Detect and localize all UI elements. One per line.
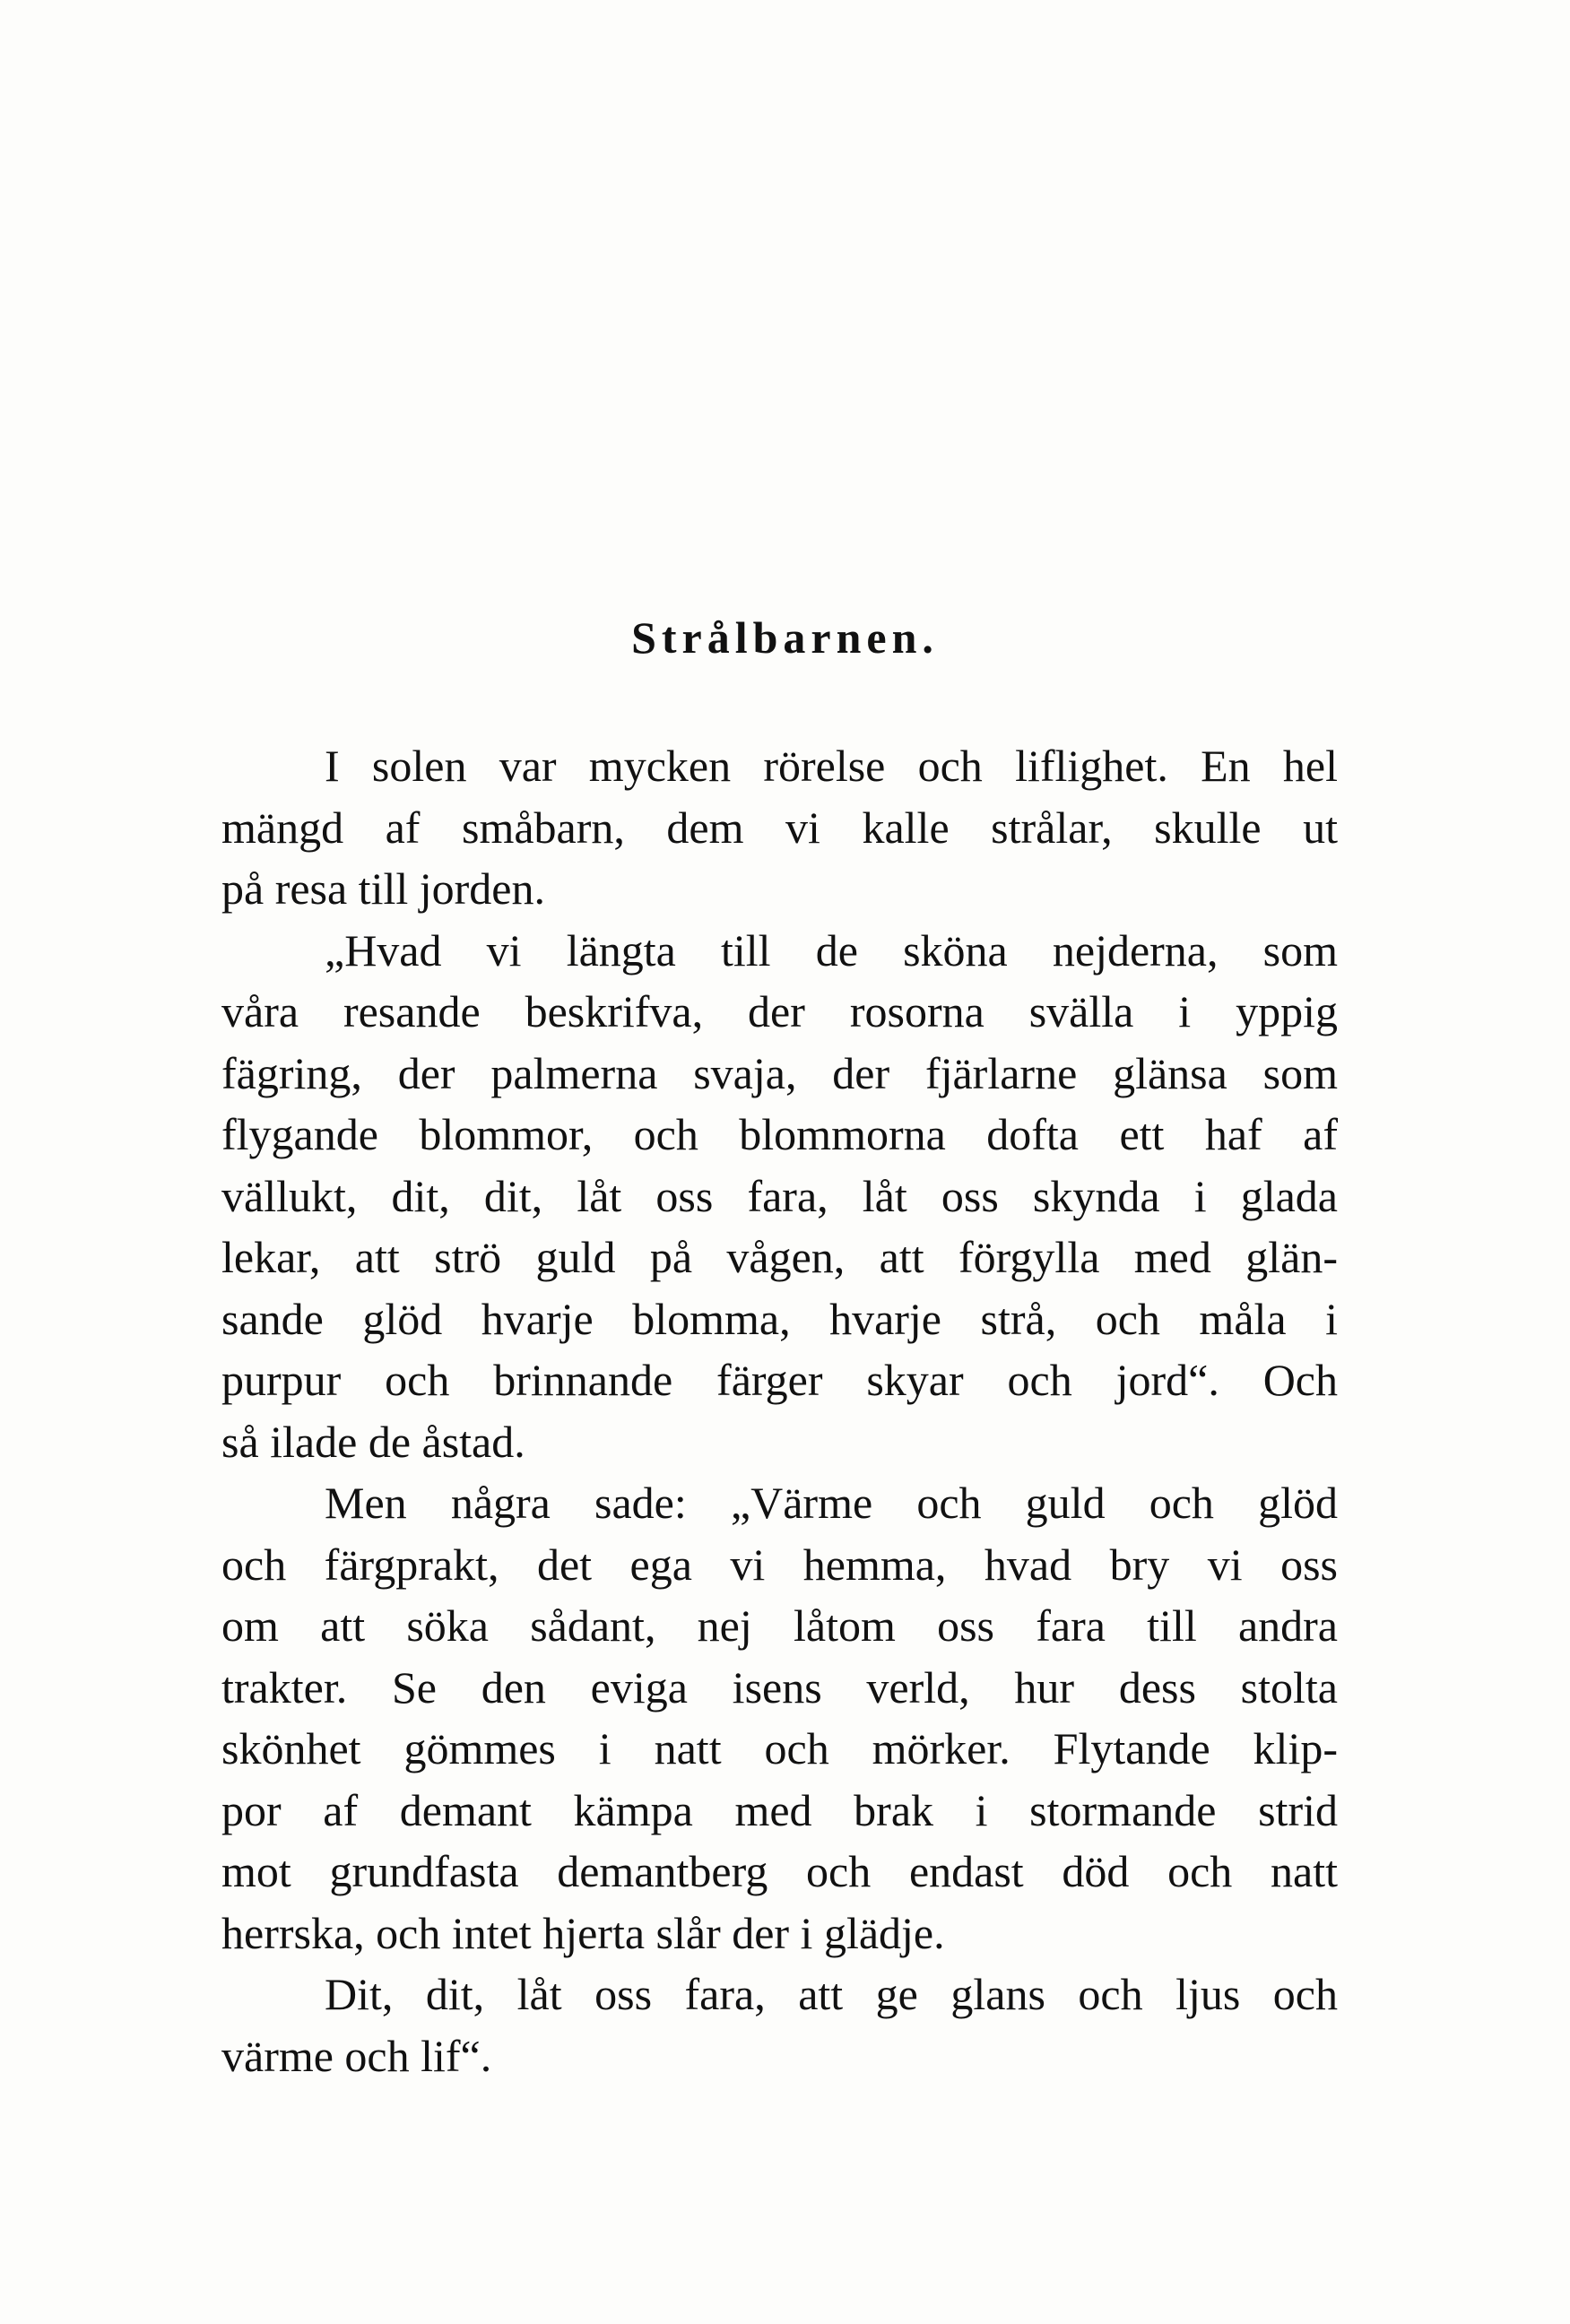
text-line: flygande blommor, och blommorna dofta ett haf af [221, 1109, 1338, 1159]
body-text [221, 735, 1338, 2086]
text-line: lekar, att strö guld på vågen, att förgylla med glän- [221, 1232, 1338, 1282]
text-line: sande glöd hvarje blomma, hvarje strå, och måla i [221, 1293, 1338, 1344]
text-line: fägring, der palmerna svaja, der fjärlarne glänsa som [221, 1047, 1338, 1098]
text-line: trakter. Se den eviga isens verld, hur dess stolta [221, 1661, 1338, 1713]
text-line: värme och lif“. [221, 2030, 492, 2081]
text-line: skönhet gömmes i natt och mörker. Flytande klip- [221, 1723, 1338, 1773]
text-line: och färgprakt, det ega vi hemma, hvad bry vi oss [221, 1539, 1338, 1590]
text-line: Dit, dit, låt oss fara, att ge glans och ljus och [325, 1969, 1338, 2019]
text-line: vällukt, dit, dit, låt oss fara, låt oss skynda i glada [221, 1170, 1338, 1221]
text-line: så ilade de åstad. [221, 1416, 525, 1467]
text-line: purpur och brinnande färger skyar och jord“. Och [221, 1355, 1338, 1405]
chapter-title: Strålbarnen. [631, 612, 939, 663]
text-line: om att söka sådant, nej låtom oss fara till andra [221, 1600, 1338, 1651]
text-line: mängd af småbarn, dem vi kalle strålar, skulle ut [221, 802, 1338, 853]
text-line: på resa till jorden. [221, 863, 545, 914]
text-line: Men några sade: „Värme och guld och glöd [325, 1478, 1338, 1528]
text-line: mot grundfasta demantberg och endast död och natt [221, 1846, 1338, 1896]
text-line: herrska, och intet hjerta slår der i glädje. [221, 1907, 945, 1958]
text-line: por af demant kämpa med brak i stormande strid [221, 1784, 1338, 1835]
text-line: våra resande beskrifva, der rosorna svälla i yppig [221, 986, 1338, 1036]
text-line: „Hvad vi längta till de sköna nejderna, som [325, 924, 1338, 976]
text-line: I solen var mycken rörelse och liflighet. En hel [325, 741, 1338, 791]
